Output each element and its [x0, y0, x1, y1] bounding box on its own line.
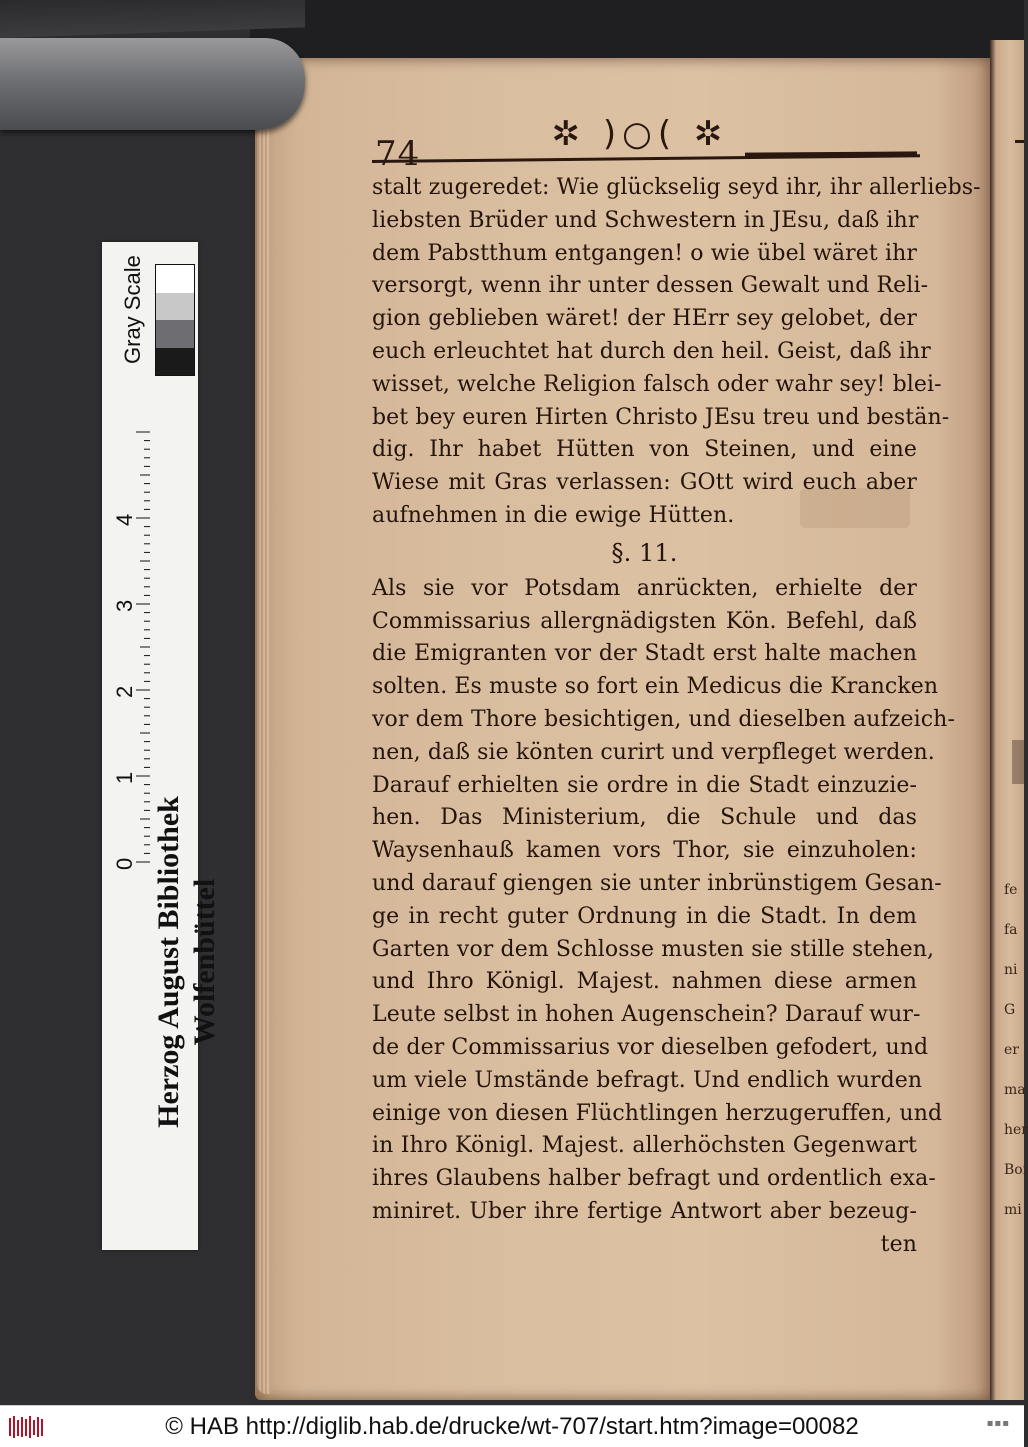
gray-swatch	[156, 348, 194, 376]
gray-scale-label: Gray Scale	[120, 255, 145, 364]
library-name-line2: Wolfenbüttel	[188, 878, 221, 1046]
text-line: dem Pabstthum entgangen! o wie übel wäret ihr	[372, 240, 917, 266]
library-name-line1: Herzog August Bibliothek	[152, 796, 185, 1128]
next-page-fragment: her	[1004, 1122, 1028, 1138]
page-edge-stack	[257, 66, 271, 1394]
paragraph-1	[372, 172, 981, 533]
text-line: hen. Das Ministerium, die Schule und das	[372, 805, 917, 831]
ruler-number: 3	[112, 599, 137, 612]
text-line: um viele Umstände befragt. Und endlich wurden	[372, 1067, 923, 1093]
text-line: vor dem Thore besichtigen, und dieselben aufzeich-	[372, 706, 955, 732]
gray-swatches	[155, 264, 195, 376]
text-line: versorgt, wenn ihr unter dessen Gewalt und Reli-	[372, 273, 929, 299]
next-page-fragment: fe	[1004, 882, 1018, 898]
text-line: ihres Glaubens halber befragt und ordentlich exa-	[372, 1166, 936, 1192]
text-line: solten. Es muste so fort ein Medicus die Krancken	[372, 674, 939, 700]
text-line: Darauf erhielten sie ordre in die Stadt einzuzie-	[372, 772, 917, 798]
text-line: wisset, welche Religion falsch oder wahr sey! blei-	[372, 371, 942, 397]
next-page-fragment: G	[1004, 1002, 1016, 1018]
ruler	[112, 342, 152, 902]
text-line: miniret. Uber ihre fertige Antwort aber bezeug-	[372, 1198, 917, 1224]
text-line: euch erleuchtet hat durch den heil. Geist, daß ihr	[372, 338, 931, 364]
text-line: und Ihro Königl. Majest. nahmen diese armen	[372, 969, 917, 995]
next-page-fragment: mi	[1004, 1202, 1022, 1218]
text-line: in Ihro Königl. Majest. allerhöchsten Gegenwart	[372, 1133, 917, 1159]
text-line: aufnehmen in die ewige Hütten.	[372, 502, 735, 528]
text-line: de der Commissarius vor dieselben gefodert, und	[372, 1034, 929, 1060]
text-line: einige von diesen Flüchtlingen herzugeruffen, und	[372, 1100, 943, 1126]
text-line: Als sie vor Potsdam anrückten, erhielte der	[372, 575, 917, 601]
text-line: nen, daß sie könten curirt und verpfleget werden.	[372, 739, 935, 765]
ruler-number: 2	[112, 685, 137, 698]
next-page-fragment: Boi	[1004, 1162, 1028, 1178]
glass-clamp	[0, 38, 305, 130]
library-name	[151, 682, 223, 1242]
paragraph-2	[372, 573, 955, 1229]
catchword: ten	[880, 1231, 917, 1257]
footer-dots: ▪▪▪	[986, 1418, 1010, 1429]
next-page-fragment: fa	[1004, 922, 1018, 938]
text-line: dig. Ihr habet Hütten von Steinen, und eine	[372, 437, 917, 463]
text-line: stalt zugeredet: Wie glückselig seyd ihr, ihr allerliebs-	[372, 175, 981, 200]
next-page-fragments	[1004, 870, 1028, 1218]
header-ornament: ✲ )○( ✲	[551, 114, 729, 154]
text-line: Waysenhauß kamen vors Thor, sie einzuholen:	[372, 838, 917, 864]
ruler-number: 0	[112, 857, 137, 870]
text-line: ge in recht guter Ordnung in die Stadt. In dem	[372, 903, 917, 929]
next-page-mark	[1015, 140, 1024, 143]
text-line: und darauf giengen sie unter inbrünstigem Gesan-	[372, 870, 942, 896]
gray-swatch	[156, 320, 194, 348]
next-page-shadow	[1012, 740, 1024, 784]
footer-bar	[0, 1405, 1024, 1447]
text-line: Leute selbst in hohen Augenschein? Darauf wur-	[372, 1002, 921, 1028]
text-line: bet bey euren Hirten Christo JEsu treu und bestän-	[372, 404, 950, 430]
body-text	[372, 172, 981, 1262]
gray-scale-card	[102, 242, 221, 1250]
next-page-fragment: ni	[1004, 962, 1018, 978]
gray-swatch	[156, 293, 194, 321]
next-page-fragment: ma	[1004, 1082, 1026, 1098]
text-line: liebsten Brüder und Schwestern in JEsu, daß ihr	[372, 207, 919, 233]
next-page-fragment: er	[1004, 1042, 1019, 1058]
ruler-number: 1	[112, 771, 137, 784]
ruler-number: 4	[112, 513, 137, 526]
text-line: Garten vor dem Schlosse musten sie stille stehen,	[372, 936, 935, 962]
gray-swatch	[156, 265, 194, 293]
section-mark: §. 11.	[611, 538, 678, 567]
text-line: gion geblieben wäret! der HErr sey gelobet, der	[372, 306, 917, 332]
text-line: Commissarius allergnädigsten Kön. Befehl, daß	[372, 608, 917, 634]
page-number: 74	[375, 134, 421, 174]
footer-copyright: © HAB http://diglib.hab.de/drucke/wt-707/start.htm?image=00082	[165, 1413, 859, 1440]
text-line: Wiese mit Gras verlassen: GOtt wird euch aber	[372, 470, 917, 496]
text-line: die Emigranten vor der Stadt erst halte machen	[372, 641, 917, 667]
